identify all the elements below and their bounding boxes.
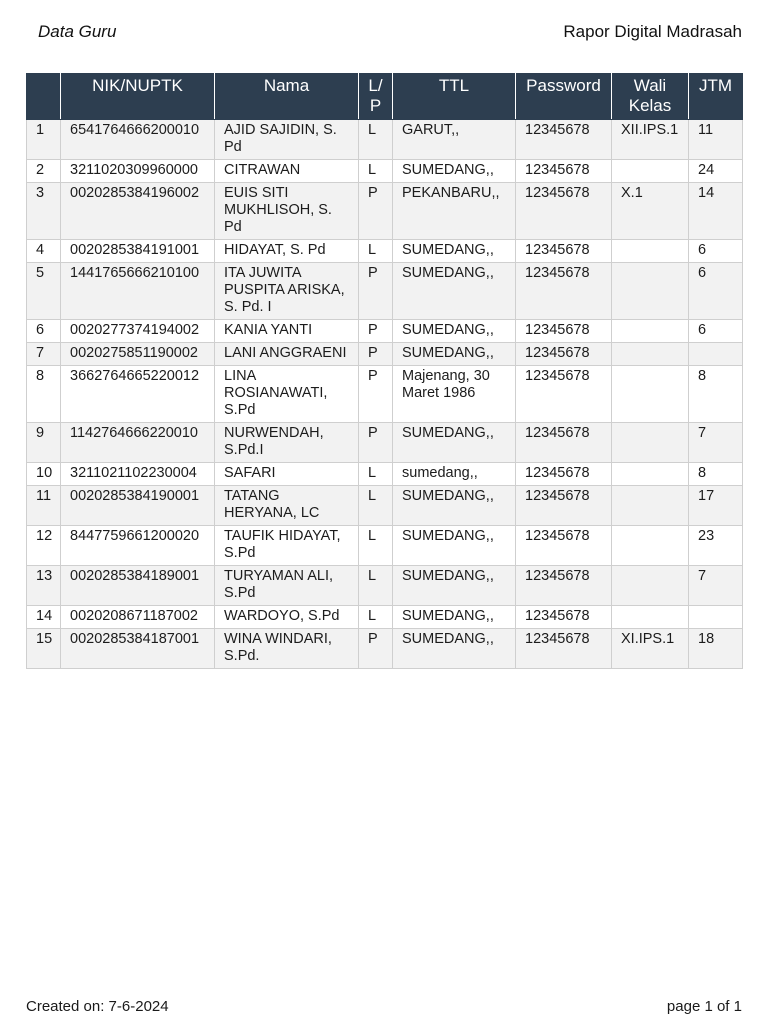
jtm-cell: 7 [689,423,743,463]
nik-cell: 0020208671187002 [61,606,215,629]
table-row [27,366,743,423]
password-cell: 12345678 [516,320,612,343]
row-number-cell: 2 [27,160,61,183]
nik-cell: 0020285384189001 [61,566,215,606]
row-number-cell: 5 [27,263,61,320]
row-number-cell: 8 [27,366,61,423]
nik-cell: 0020285384190001 [61,486,215,526]
column-header-lp: L/ P [359,74,393,120]
nama-cell: TATANG HERYANA, LC [215,486,359,526]
ttl-cell: PEKANBARU,, [393,183,516,240]
row-number-cell: 9 [27,423,61,463]
wali-kelas-cell [612,343,689,366]
ttl-cell: SUMEDANG,, [393,629,516,669]
row-number-cell: 6 [27,320,61,343]
nik-cell: 3662764665220012 [61,366,215,423]
jtm-cell: 14 [689,183,743,240]
column-header-jtm: JTM [689,74,743,120]
wali-kelas-cell [612,526,689,566]
ttl-cell: SUMEDANG,, [393,423,516,463]
ttl-cell: Majenang, 30 Maret 1986 [393,366,516,423]
table-row [27,526,743,566]
ttl-cell: SUMEDANG,, [393,240,516,263]
jtm-cell: 24 [689,160,743,183]
table-row [27,320,743,343]
wali-kelas-cell [612,423,689,463]
jtm-cell: 6 [689,240,743,263]
nik-cell: 1142764666220010 [61,423,215,463]
wali-kelas-cell [612,486,689,526]
column-header-password: Password [516,74,612,120]
page-number: page 1 of 1 [666,998,742,1015]
nama-cell: EUIS SITI MUKHLISOH, S. Pd [215,183,359,240]
column-header-nik: NIK/NUPTK [61,74,215,120]
password-cell: 12345678 [516,463,612,486]
row-number-cell: 3 [27,183,61,240]
jtm-cell [689,606,743,629]
jtm-cell: 17 [689,486,743,526]
password-cell: 12345678 [516,629,612,669]
wali-kelas-cell [612,606,689,629]
nama-cell: NURWENDAH, S.Pd.I [215,423,359,463]
table-row [27,463,743,486]
password-cell: 12345678 [516,526,612,566]
wali-kelas-cell [612,240,689,263]
jtm-cell: 6 [689,263,743,320]
table-row [27,120,743,160]
ttl-cell: SUMEDANG,, [393,320,516,343]
document-title: Data Guru [38,22,117,41]
nama-cell: WARDOYO, S.Pd [215,606,359,629]
row-number-cell: 10 [27,463,61,486]
column-header-nama: Nama [215,74,359,120]
nama-cell: AJID SAJIDIN, S. Pd [215,120,359,160]
nik-cell: 0020275851190002 [61,343,215,366]
gender-cell: L [359,240,393,263]
table-body [27,120,743,669]
gender-cell: P [359,263,393,320]
nama-cell: HIDAYAT, S. Pd [215,240,359,263]
jtm-cell: 7 [689,566,743,606]
wali-kelas-cell [612,320,689,343]
row-number-cell: 7 [27,343,61,366]
password-cell: 12345678 [516,366,612,423]
row-number-cell: 1 [27,120,61,160]
nama-cell: LINA ROSIANAWATI, S.Pd [215,366,359,423]
table-header-row [27,74,743,120]
nik-cell: 0020285384187001 [61,629,215,669]
wali-kelas-cell: XII.IPS.1 [612,120,689,160]
gender-cell: P [359,629,393,669]
ttl-cell: SUMEDANG,, [393,263,516,320]
jtm-cell [689,343,743,366]
ttl-cell: SUMEDANG,, [393,566,516,606]
table-row [27,343,743,366]
gender-cell: L [359,160,393,183]
document-footer [26,998,742,1018]
gender-cell: P [359,183,393,240]
ttl-cell: SUMEDANG,, [393,160,516,183]
gender-cell: L [359,486,393,526]
ttl-cell: sumedang,, [393,463,516,486]
gender-cell: P [359,343,393,366]
nama-cell: WINA WINDARI, S.Pd. [215,629,359,669]
wali-kelas-cell [612,366,689,423]
ttl-cell: GARUT,, [393,120,516,160]
nama-cell: TAUFIK HIDAYAT, S.Pd [215,526,359,566]
nik-cell: 6541764666200010 [61,120,215,160]
teacher-table [26,73,743,669]
wali-kelas-cell: X.1 [612,183,689,240]
table-row [27,423,743,463]
nik-cell: 3211021102230004 [61,463,215,486]
wali-kelas-cell: XI.IPS.1 [612,629,689,669]
table-row [27,263,743,320]
password-cell: 12345678 [516,263,612,320]
ttl-cell: SUMEDANG,, [393,606,516,629]
nik-cell: 0020277374194002 [61,320,215,343]
wali-kelas-cell [612,263,689,320]
row-number-cell: 13 [27,566,61,606]
table-row [27,566,743,606]
column-header-ttl: TTL [393,74,516,120]
nama-cell: TURYAMAN ALI, S.Pd [215,566,359,606]
jtm-cell: 8 [689,366,743,423]
gender-cell: P [359,423,393,463]
gender-cell: L [359,463,393,486]
table-row [27,629,743,669]
password-cell: 12345678 [516,240,612,263]
table-row [27,486,743,526]
row-number-cell: 11 [27,486,61,526]
jtm-cell: 23 [689,526,743,566]
wali-kelas-cell [612,566,689,606]
password-cell: 12345678 [516,120,612,160]
password-cell: 12345678 [516,343,612,366]
nik-cell: 3211020309960000 [61,160,215,183]
password-cell: 12345678 [516,160,612,183]
jtm-cell: 18 [689,629,743,669]
gender-cell: L [359,120,393,160]
row-number-cell: 15 [27,629,61,669]
wali-kelas-cell [612,160,689,183]
gender-cell: L [359,526,393,566]
ttl-cell: SUMEDANG,, [393,343,516,366]
table-row [27,160,743,183]
nama-cell: ITA JUWITA PUSPITA ARISKA, S. Pd. I [215,263,359,320]
nama-cell: SAFARI [215,463,359,486]
nik-cell: 1441765666210100 [61,263,215,320]
nik-cell: 8447759661200020 [61,526,215,566]
column-header-no [27,74,61,120]
jtm-cell: 8 [689,463,743,486]
password-cell: 12345678 [516,423,612,463]
ttl-cell: SUMEDANG,, [393,486,516,526]
gender-cell: P [359,320,393,343]
table-row [27,240,743,263]
jtm-cell: 6 [689,320,743,343]
password-cell: 12345678 [516,486,612,526]
gender-cell: P [359,366,393,423]
nama-cell: KANIA YANTI [215,320,359,343]
row-number-cell: 14 [27,606,61,629]
column-header-wali-kelas: Wali Kelas [612,74,689,120]
gender-cell: L [359,606,393,629]
row-number-cell: 4 [27,240,61,263]
password-cell: 12345678 [516,606,612,629]
password-cell: 12345678 [516,183,612,240]
created-date: Created on: 7-6-2024 [26,998,169,1015]
jtm-cell: 11 [689,120,743,160]
nik-cell: 0020285384196002 [61,183,215,240]
teacher-table-container [26,73,742,669]
document-app-name: Rapor Digital Madrasah [563,22,742,41]
table-row [27,606,743,629]
nama-cell: LANI ANGGRAENI [215,343,359,366]
document-header [38,22,742,46]
table-row [27,183,743,240]
ttl-cell: SUMEDANG,, [393,526,516,566]
nik-cell: 0020285384191001 [61,240,215,263]
nama-cell: CITRAWAN [215,160,359,183]
password-cell: 12345678 [516,566,612,606]
wali-kelas-cell [612,463,689,486]
row-number-cell: 12 [27,526,61,566]
gender-cell: L [359,566,393,606]
